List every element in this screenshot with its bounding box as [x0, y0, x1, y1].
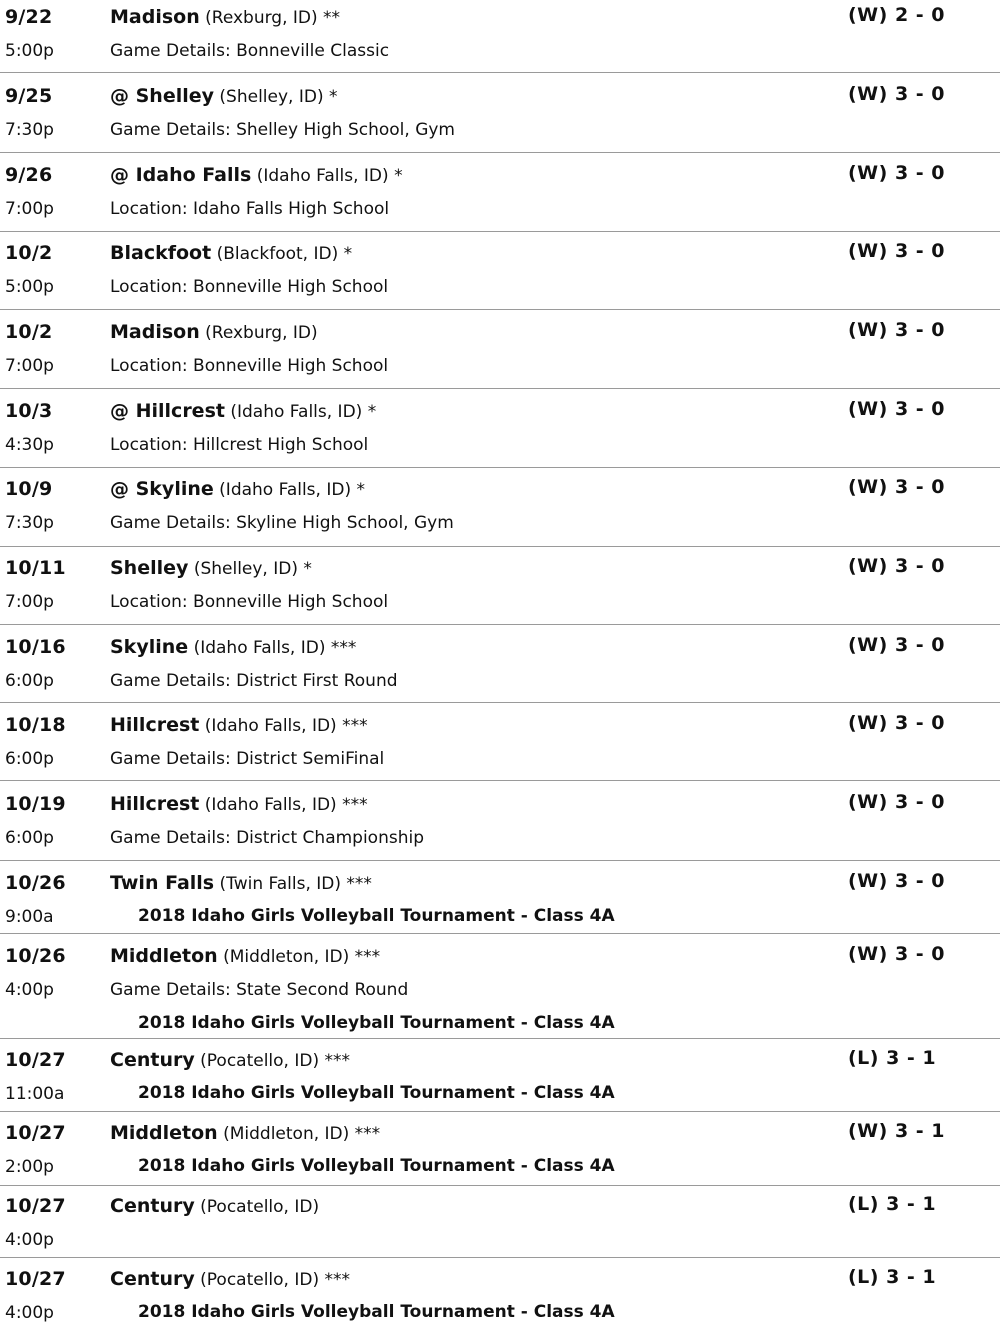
- game-type-marker: ***: [342, 716, 368, 736]
- opponent-name: @ Shelley: [110, 85, 215, 107]
- row-divider: [0, 152, 1000, 153]
- game-type-marker: ***: [324, 1051, 351, 1071]
- opponent-location: (Idaho Falls, ID): [204, 716, 337, 736]
- game-date: 10/9: [5, 478, 53, 500]
- opponent-location: (Twin Falls, ID): [219, 874, 342, 894]
- game-type-marker: ***: [354, 947, 381, 967]
- opponent: [110, 166, 403, 185]
- opponent-name: @ Idaho Falls: [110, 164, 252, 186]
- game-result: (W) 3 - 0: [848, 476, 945, 498]
- game-type-marker: ***: [342, 795, 368, 815]
- opponent-location: (Idaho Falls, ID): [230, 402, 363, 422]
- tournament-name: 2018 Idaho Girls Volleyball Tournament - Class 4A: [138, 1156, 615, 1176]
- row-divider: [0, 1185, 1000, 1186]
- game-date: 10/11: [5, 557, 66, 579]
- opponent-location: (Middleton, ID): [223, 947, 350, 967]
- opponent: [110, 480, 365, 499]
- opponent-name: Century: [110, 1049, 195, 1071]
- opponent-location: (Shelley, ID): [193, 559, 298, 579]
- game-result: (W) 3 - 0: [848, 83, 945, 105]
- game-result: (L) 3 - 1: [848, 1047, 937, 1069]
- opponent-name: Twin Falls: [110, 872, 215, 894]
- game-details: Location: Bonneville High School: [110, 277, 389, 297]
- row-divider: [0, 72, 1000, 73]
- row-divider: [0, 933, 1000, 934]
- opponent-name: Madison: [110, 321, 200, 343]
- game-details: Location: Idaho Falls High School: [110, 199, 390, 219]
- game-result: (L) 3 - 1: [848, 1266, 937, 1288]
- opponent-name: Middleton: [110, 945, 218, 967]
- game-type-marker: ***: [346, 874, 372, 894]
- opponent: [110, 559, 312, 578]
- game-details: Location: Bonneville High School: [110, 592, 389, 612]
- game-result: (W) 3 - 0: [848, 240, 945, 262]
- game-details: Game Details: Bonneville Classic: [110, 41, 390, 61]
- tournament-name: 2018 Idaho Girls Volleyball Tournament - Class 4A: [138, 1083, 615, 1103]
- game-result: (W) 2 - 0: [848, 4, 945, 26]
- game-result: (W) 3 - 0: [848, 555, 945, 577]
- opponent-location: (Rexburg, ID): [205, 8, 318, 28]
- game-date: 9/25: [5, 85, 53, 107]
- opponent-name: Madison: [110, 6, 200, 28]
- row-divider: [0, 309, 1000, 310]
- game-time: 5:00p: [5, 277, 54, 297]
- game-time: 7:00p: [5, 199, 54, 219]
- game-time: 7:00p: [5, 592, 54, 612]
- game-details: Location: Bonneville High School: [110, 356, 389, 376]
- opponent-location: (Pocatello, ID): [200, 1051, 320, 1071]
- game-result: (W) 3 - 0: [848, 943, 945, 965]
- game-time: 6:00p: [5, 671, 54, 691]
- game-result: (W) 3 - 0: [848, 162, 945, 184]
- game-time: 7:30p: [5, 120, 54, 140]
- game-result: (W) 3 - 0: [848, 712, 945, 734]
- row-divider: [0, 780, 1000, 781]
- tournament-name: 2018 Idaho Girls Volleyball Tournament - Class 4A: [138, 1302, 615, 1322]
- game-date: 10/19: [5, 793, 66, 815]
- game-type-marker: ***: [354, 1124, 381, 1144]
- opponent-name: Blackfoot: [110, 242, 212, 264]
- row-divider: [0, 860, 1000, 861]
- game-date: 10/27: [5, 1122, 66, 1144]
- opponent-location: (Pocatello, ID): [200, 1197, 320, 1217]
- row-divider: [0, 467, 1000, 468]
- game-time: 5:00p: [5, 41, 54, 61]
- row-divider: [0, 388, 1000, 389]
- game-result: (W) 3 - 0: [848, 634, 945, 656]
- game-date: 9/22: [5, 6, 53, 28]
- opponent-name: @ Skyline: [110, 478, 214, 500]
- opponent: [110, 638, 356, 657]
- game-time: 4:00p: [5, 1230, 54, 1250]
- opponent: [110, 1270, 350, 1289]
- row-divider: [0, 231, 1000, 232]
- row-divider: [0, 624, 1000, 625]
- game-type-marker: *: [367, 402, 377, 422]
- opponent-name: @ Hillcrest: [110, 400, 225, 422]
- game-type-marker: **: [323, 8, 341, 28]
- game-date: 10/2: [5, 242, 53, 264]
- game-type-marker: ***: [330, 638, 357, 658]
- opponent-name: Middleton: [110, 1122, 218, 1144]
- game-result: (W) 3 - 0: [848, 398, 945, 420]
- game-time: 9:00a: [5, 907, 54, 927]
- game-date: 10/16: [5, 636, 66, 658]
- game-details: Game Details: Skyline High School, Gym: [110, 513, 454, 533]
- opponent: [110, 1124, 380, 1143]
- game-time: 7:30p: [5, 513, 54, 533]
- game-date: 10/18: [5, 714, 66, 736]
- game-date: 10/3: [5, 400, 53, 422]
- opponent-location: (Idaho Falls, ID): [219, 480, 352, 500]
- opponent: [110, 402, 376, 421]
- game-time: 4:00p: [5, 980, 54, 1000]
- game-date: 10/26: [5, 945, 66, 967]
- opponent-name: Shelley: [110, 557, 189, 579]
- opponent-location: (Pocatello, ID): [200, 1270, 320, 1290]
- game-type-marker: *: [394, 166, 403, 186]
- game-type-marker: *: [356, 480, 365, 500]
- game-type-marker: ***: [324, 1270, 351, 1290]
- opponent: [110, 244, 352, 263]
- opponent-location: (Idaho Falls, ID): [193, 638, 326, 658]
- game-result: (W) 3 - 0: [848, 319, 945, 341]
- opponent-location: (Idaho Falls, ID): [204, 795, 337, 815]
- row-divider: [0, 1111, 1000, 1112]
- game-time: 7:00p: [5, 356, 54, 376]
- game-details: Game Details: Shelley High School, Gym: [110, 120, 455, 140]
- game-date: 10/27: [5, 1268, 66, 1290]
- tournament-name: 2018 Idaho Girls Volleyball Tournament - Class 4A: [138, 1013, 615, 1033]
- game-details: Game Details: District SemiFinal: [110, 749, 385, 769]
- game-details: Game Details: District Championship: [110, 828, 425, 848]
- row-divider: [0, 546, 1000, 547]
- game-date: 10/26: [5, 872, 66, 894]
- opponent-location: (Shelley, ID): [219, 87, 324, 107]
- game-result: (L) 3 - 1: [848, 1193, 937, 1215]
- game-date: 10/27: [5, 1049, 66, 1071]
- game-time: 11:00a: [5, 1084, 65, 1104]
- tournament-name: 2018 Idaho Girls Volleyball Tournament - Class 4A: [138, 906, 615, 926]
- game-type-marker: *: [343, 244, 353, 264]
- opponent-location: (Middleton, ID): [223, 1124, 350, 1144]
- opponent: [110, 1197, 319, 1216]
- game-time: 6:00p: [5, 828, 54, 848]
- opponent-name: Century: [110, 1195, 195, 1217]
- opponent: [110, 947, 380, 966]
- opponent: [110, 1051, 350, 1070]
- opponent-name: Hillcrest: [110, 793, 200, 815]
- opponent: [110, 87, 338, 106]
- opponent-location: (Idaho Falls, ID): [256, 166, 389, 186]
- game-time: 6:00p: [5, 749, 54, 769]
- game-details: Game Details: District First Round: [110, 671, 398, 691]
- game-type-marker: *: [329, 87, 338, 107]
- opponent-location: (Blackfoot, ID): [216, 244, 339, 264]
- opponent: [110, 8, 340, 27]
- game-time: 2:00p: [5, 1157, 54, 1177]
- opponent: [110, 323, 318, 342]
- game-result: (W) 3 - 1: [848, 1120, 945, 1142]
- game-date: 10/27: [5, 1195, 66, 1217]
- opponent: [110, 716, 368, 735]
- game-date: 10/2: [5, 321, 53, 343]
- game-details: Location: Hillcrest High School: [110, 435, 369, 455]
- game-result: (W) 3 - 0: [848, 870, 945, 892]
- game-details: Game Details: State Second Round: [110, 980, 409, 1000]
- row-divider: [0, 1038, 1000, 1039]
- game-date: 9/26: [5, 164, 53, 186]
- game-result: (W) 3 - 0: [848, 791, 945, 813]
- opponent-name: Hillcrest: [110, 714, 200, 736]
- opponent: [110, 874, 372, 893]
- game-type-marker: *: [303, 559, 312, 579]
- opponent-name: Century: [110, 1268, 195, 1290]
- game-time: 4:30p: [5, 435, 54, 455]
- opponent: [110, 795, 368, 814]
- row-divider: [0, 1257, 1000, 1258]
- opponent-location: (Rexburg, ID): [205, 323, 318, 343]
- game-time: 4:00p: [5, 1303, 54, 1323]
- row-divider: [0, 702, 1000, 703]
- opponent-name: Skyline: [110, 636, 189, 658]
